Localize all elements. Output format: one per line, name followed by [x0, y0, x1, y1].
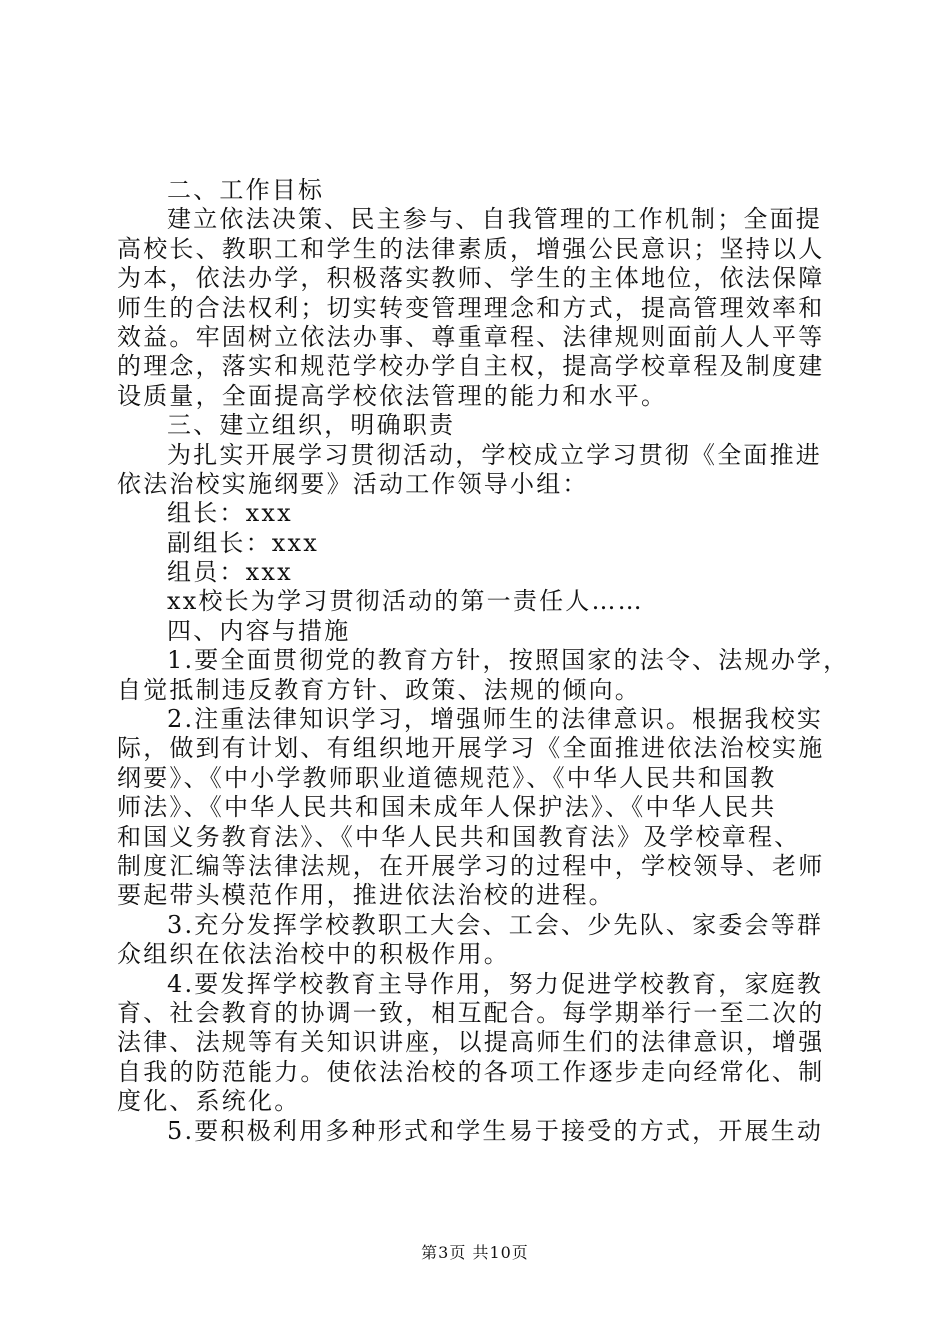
text-line: 和国义务教育法》、《中华人民共和国教育法》及学校章程、: [117, 822, 801, 851]
text-line: 育、社会教育的协调一致，相互配合。每学期举行一至二次的: [117, 998, 825, 1027]
text-line: xx校长为学习贯彻活动的第一责任人……: [167, 587, 644, 616]
text-line: 组长：xxx: [167, 499, 293, 528]
document-body: [117, 176, 850, 1146]
text-line: 二、工作目标: [167, 176, 325, 204]
text-line: 法律、法规等有关知识讲座，以提高师生们的法律意识，增强: [117, 1028, 825, 1057]
text-line: 的理念，落实和规范学校办学自主权，提高学校章程及制度建: [117, 352, 825, 381]
text-line: 师生的合法权利；切实转变管理理念和方式，提高管理效率和: [117, 293, 825, 322]
text-line: 高校长、教职工和学生的法律素质，增强公民意识；坚持以人: [117, 234, 825, 263]
text-line: 纲要》、《中小学教师职业道德规范》、《中华人民共和国教: [117, 763, 777, 792]
text-line: 三、建立组织，明确职责: [167, 411, 456, 440]
text-line: 4.要发挥学校教育主导作用，努力促进学校教育，家庭教: [167, 969, 824, 998]
text-line: 建立依法决策、民主参与、自我管理的工作机制；全面提: [167, 205, 822, 234]
text-line: 众组织在依法治校中的积极作用。: [117, 940, 510, 969]
text-line: 制度汇编等法律法规，在开展学习的过程中，学校领导、老师: [117, 851, 825, 880]
text-line: 为本，依法办学，积极落实教师、学生的主体地位，依法保障: [117, 264, 825, 293]
text-line: 5.要积极利用多种形式和学生易于接受的方式，开展生动: [167, 1116, 824, 1145]
text-line: 四、内容与措施: [167, 616, 351, 645]
text-line: 度化、系统化。: [117, 1087, 301, 1116]
text-line: 副组长：xxx: [167, 528, 320, 557]
text-line: 师法》、《中华人民共和国未成年人保护法》、《中华人民共: [117, 793, 777, 822]
text-line: 要起带头模范作用，推进依法治校的进程。: [117, 881, 615, 910]
text-line: 效益。牢固树立依法办事、尊重章程、法律规则面前人人平等: [117, 322, 825, 351]
text-line: 2.注重法律知识学习，增强师生的法律意识。根据我校实: [167, 705, 824, 734]
text-line: 组员：xxx: [167, 558, 293, 587]
text-line: 设质量，全面提高学校依法管理的能力和水平。: [117, 381, 668, 410]
text-line: 自我的防范能力。使依法治校的各项工作逐步走向经常化、制: [117, 1057, 825, 1086]
text-line: 际，做到有计划、有组织地开展学习《全面推进依法治校实施: [117, 734, 825, 763]
text-line: 为扎实开展学习贯彻活动，学校成立学习贯彻《全面推进: [167, 440, 822, 469]
text-line: 依法治校实施纲要》活动工作领导小组：: [117, 469, 589, 498]
page-footer: 第3页 共10页: [421, 1243, 529, 1262]
text-line: 3.充分发挥学校教职工大会、工会、少先队、家委会等群: [167, 910, 824, 939]
text-line: 1.要全面贯彻党的教育方针，按照国家的法令、法规办学，: [167, 646, 850, 675]
text-line: 自觉抵制违反教育方针、政策、法规的倾向。: [117, 675, 641, 704]
